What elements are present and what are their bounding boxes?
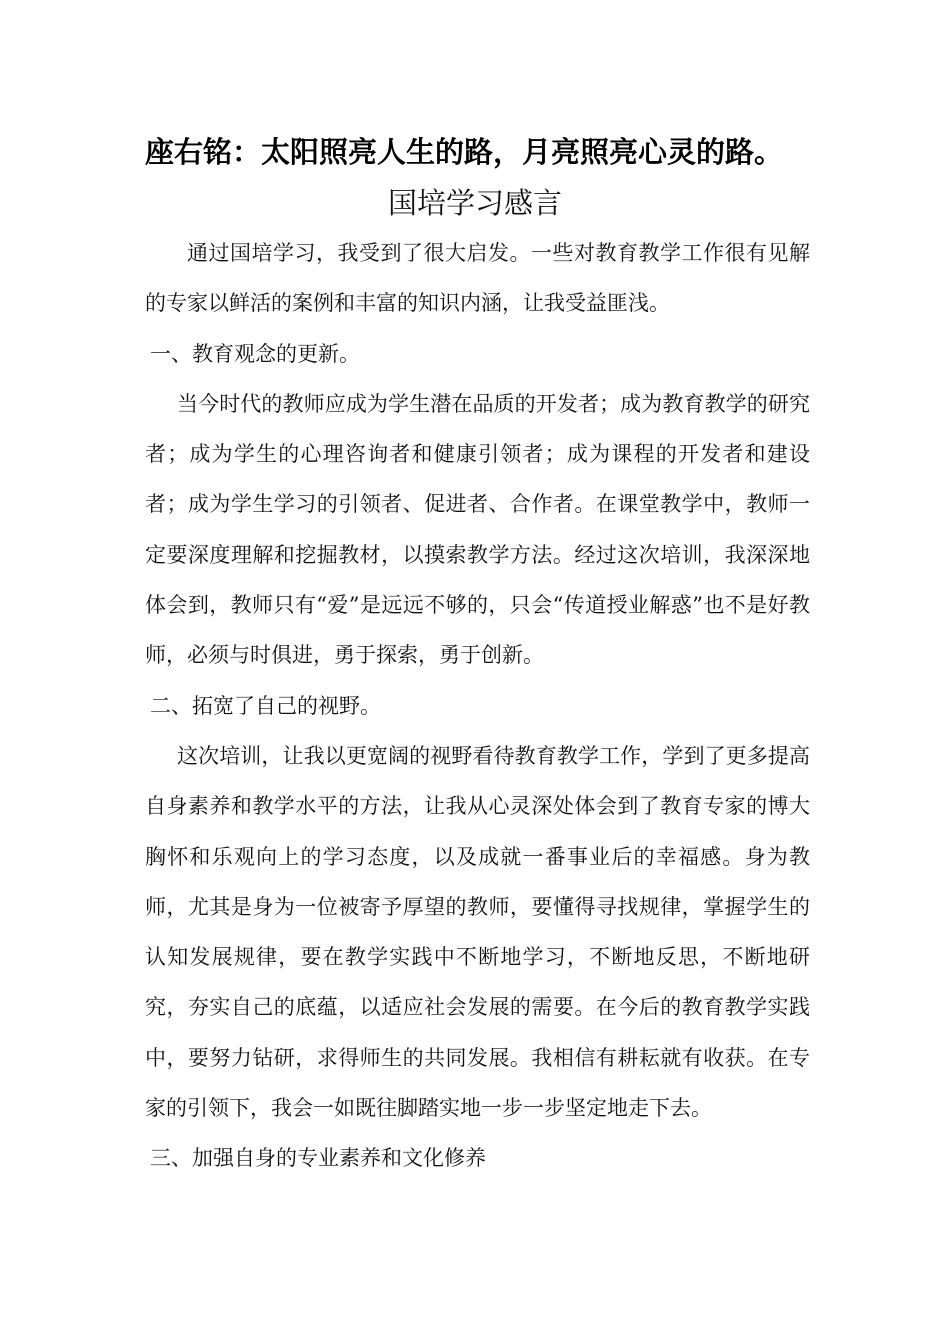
motto-line: 座右铭：太阳照亮人生的路，月亮照亮心灵的路。 xyxy=(145,135,784,169)
intro-paragraph: 通过国培学习，我受到了很大启发。一些对教育教学工作很有见解的专家以鲜活的案例和丰富的知识内涵，让我受益匪浅。 xyxy=(145,241,810,316)
section-heading-2: 二、拓宽了自己的视野。 xyxy=(150,693,381,718)
document-body xyxy=(145,228,810,1184)
document-title: 国培学习感言 xyxy=(387,186,562,220)
section-paragraph-2: 这次培训，让我以更宽阔的视野看待教育教学工作，学到了更多提高自身素养和教学水平的方法，让我从心灵深处体会到了教育专家的博大胸怀和乐观向上的学习态度，以及成就一番事业后的幸福感。身为教师，尤其是身为一位被寄予厚望的教师，要懂得寻找规律，掌握学生的认知发展规律，要在教学实践中不断地学习，不断地反思，不断地研究，夯实自己的底蕴，以适应社会发展的需要。在今后的教育教学实践中，要努力钻研，求得师生的共同发展。我相信有耕耘就有收获。在专家的引领下，我会一如既往脚踏实地一步一步坚定地走下去。 xyxy=(145,743,810,1121)
section-paragraph-1: 当今时代的教师应成为学生潜在品质的开发者；成为教育教学的研究者；成为学生的心理咨询者和健康引领者；成为课程的开发者和建设者；成为学生学习的引领者、促进者、合作者。在课堂教学中，教师一定要深度理解和挖掘教材，以摸索教学方法。经过这次培训，我深深地体会到，教师只有“爱”是远远不够的，只会“传道授业解惑”也不是好教师，必须与时俱进，勇于探索，勇于创新。 xyxy=(145,391,810,668)
section-heading-1: 一、教育观念的更新。 xyxy=(150,341,360,366)
section-heading-3: 三、加强自身的专业素养和文化修养 xyxy=(150,1146,486,1171)
